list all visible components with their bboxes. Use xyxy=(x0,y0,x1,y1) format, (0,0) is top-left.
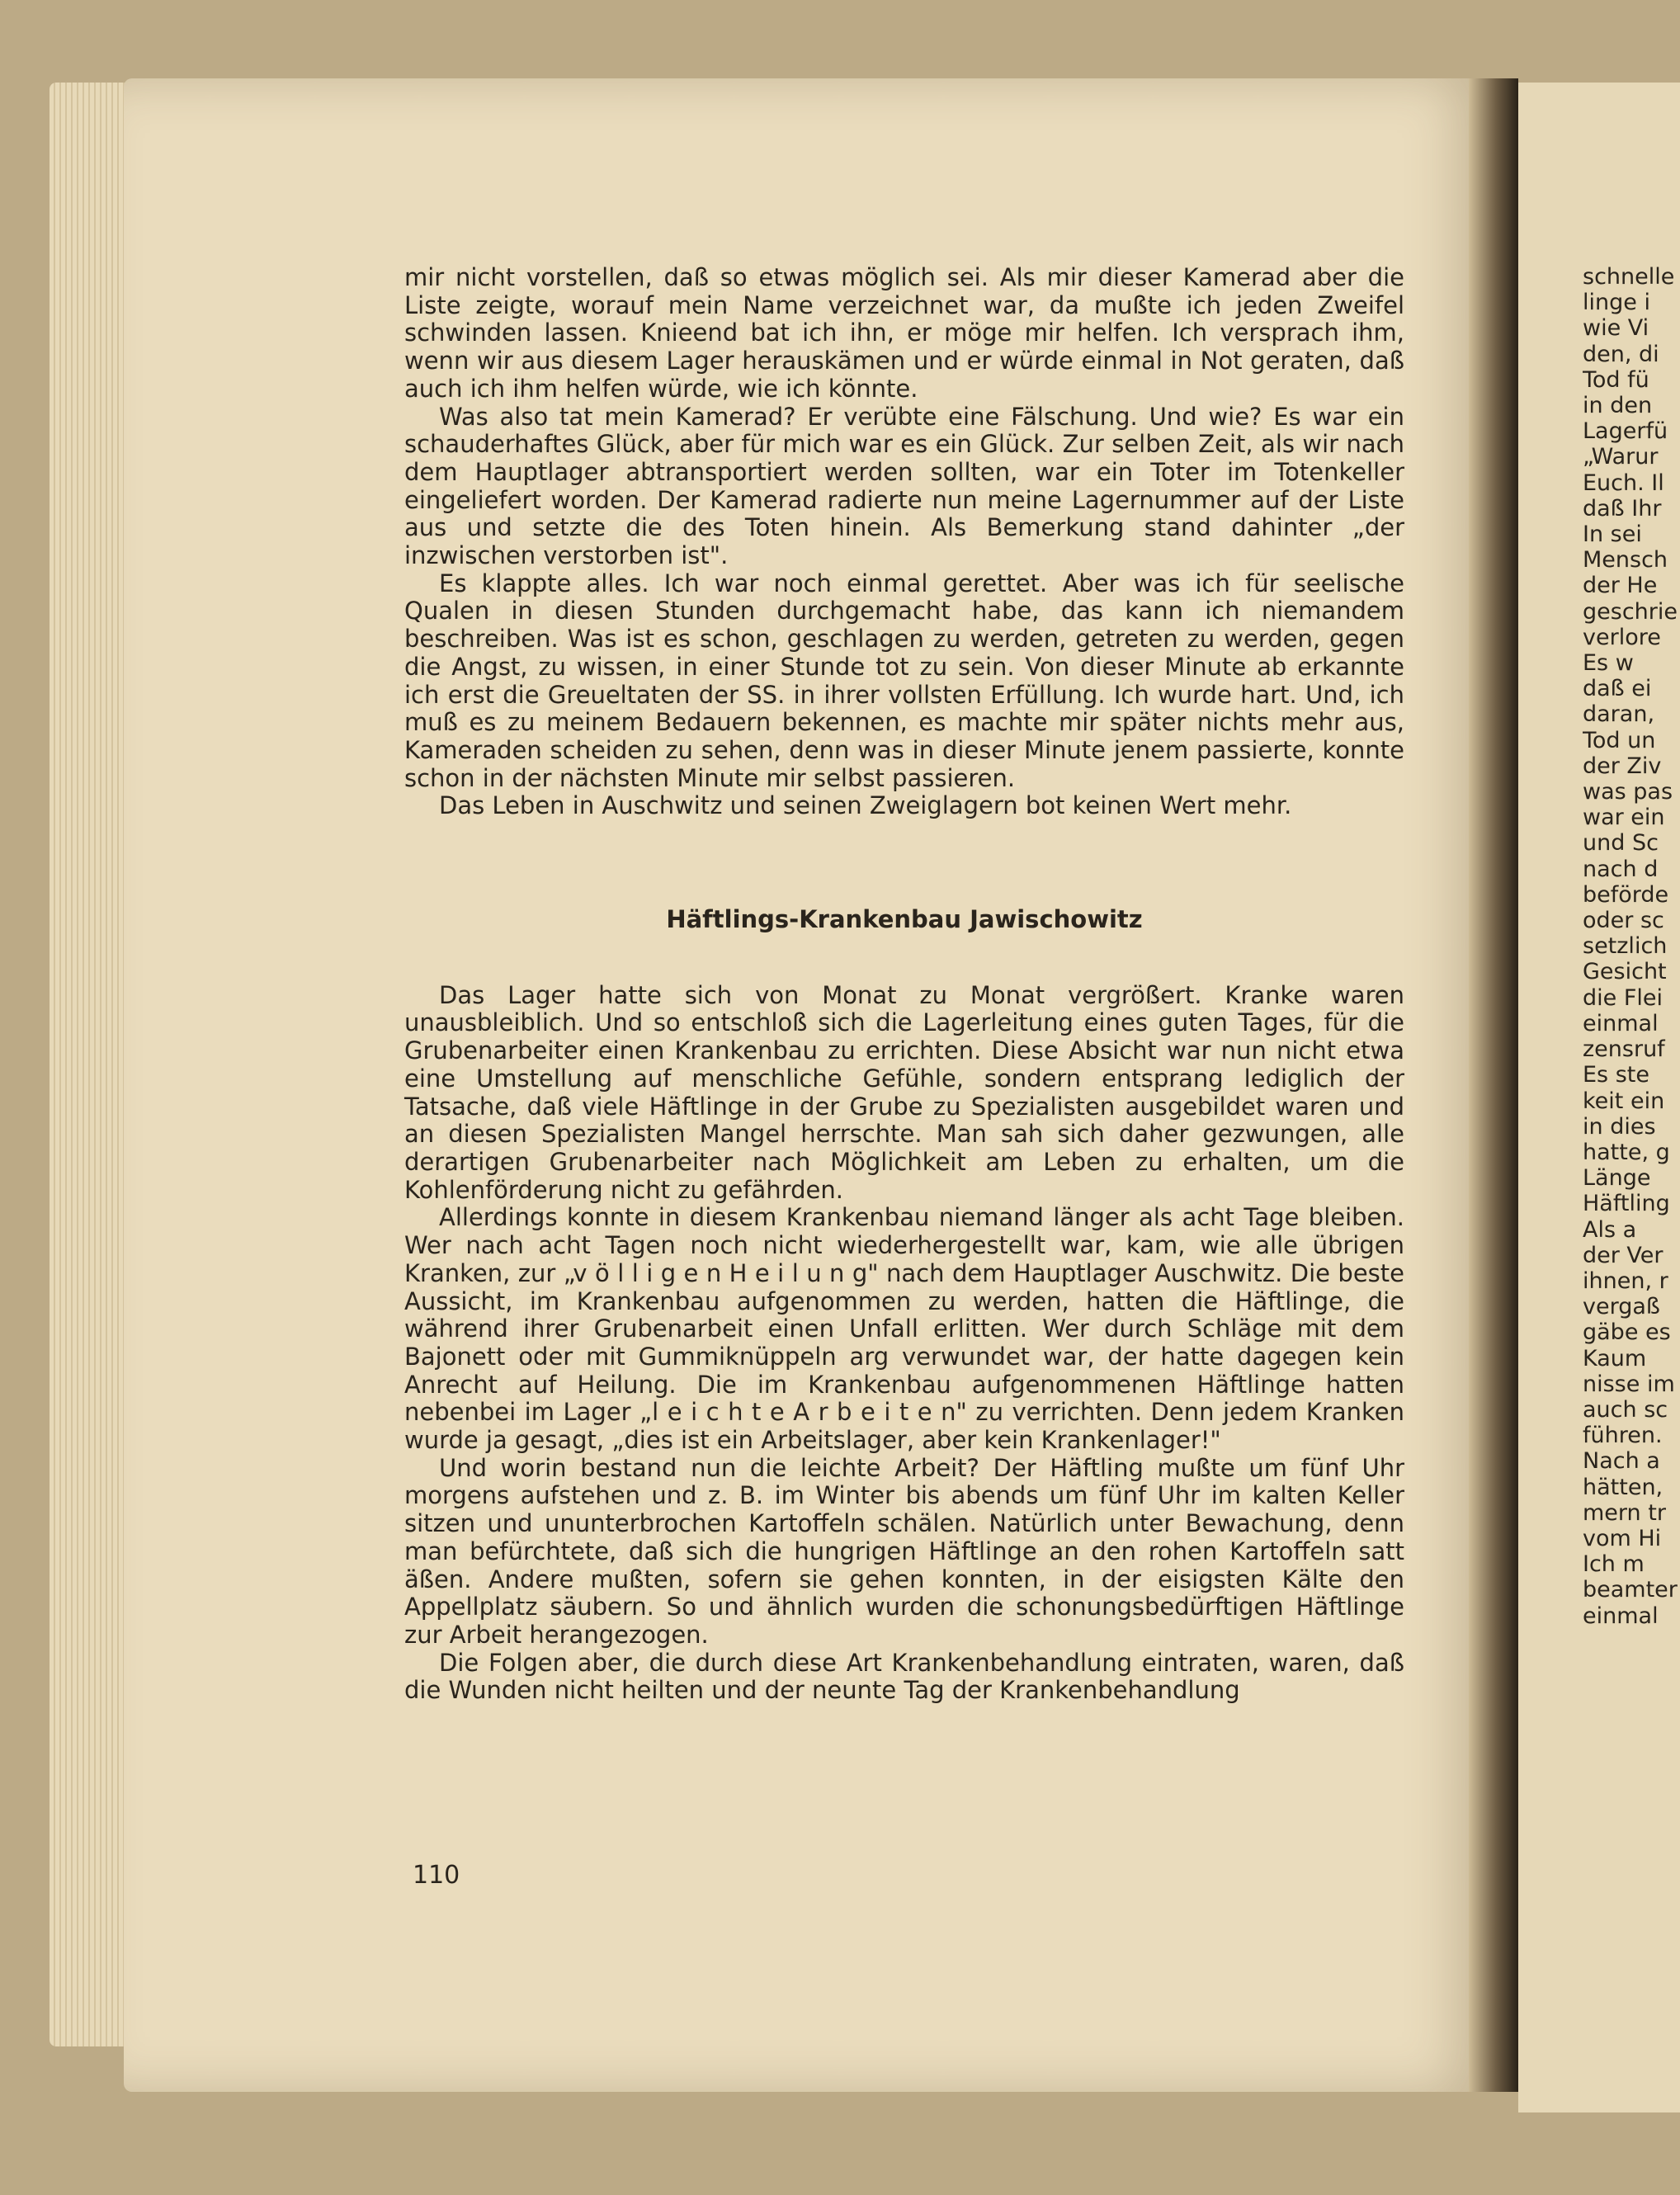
right-page-line: was pas xyxy=(1583,779,1673,805)
paragraph: Und worin bestand nun die leichte Arbeit? Der Häftling mußte um fünf Uhr morgens aufstehen und z. B. im Winter bis abends um fünf Uhr im kalten Keller sitzen und ununterbrochen Kartoffeln schälen. Natürlich unter Bewachung, denn man befürchtete, daß sich die hungrigen Häftlinge an den rohen Kartoffeln satt äßen. Andere mußten, sofern sie gehen konnten, in der eisigsten Kälte den Appellplatz säubern. So und ähnlich wurden die schonungsbedürftigen Häftlinge zur Arbeit herangezogen. xyxy=(404,1453,1404,1649)
right-page-line: Länge xyxy=(1583,1165,1651,1192)
right-page-line: setzlich xyxy=(1583,933,1668,960)
page-number: 110 xyxy=(413,1861,460,1890)
right-page-line: oder sc xyxy=(1583,908,1664,934)
right-page-line: nach d xyxy=(1583,856,1659,882)
right-page-line: geschrie xyxy=(1583,598,1678,625)
right-page-line: Euch. Il xyxy=(1583,470,1664,496)
paragraph: Was also tat mein Kamerad? Er verübte eine Fälschung. Und wie? Es war ein schauderhaftes Glück, aber für mich war es ein Glück. Zur selben Zeit, als wir nach dem Hauptlager abtransportiert werden sollten, war ein Toter im Totenkeller eingeliefert worden. Der Kamerad radierte nun meine Lagernummer auf der Liste aus und setzte die des Toten hinein. Als Bemerkung stand dahinter „der inzwischen verstorben ist". xyxy=(404,402,1404,570)
right-page-line: wie Vi xyxy=(1583,315,1649,342)
right-page-line: gäbe es xyxy=(1583,1319,1671,1346)
right-page-line: Häftling xyxy=(1583,1191,1670,1217)
right-page-line: verlore xyxy=(1583,624,1661,650)
right-page-line: Lagerfü xyxy=(1583,418,1668,445)
right-page-line: einmal xyxy=(1583,1010,1659,1036)
right-page-line: vom Hi xyxy=(1583,1525,1662,1551)
right-page-line: Nach a xyxy=(1583,1448,1660,1475)
section-heading: Häftlings-Krankenbau Jawischowitz xyxy=(666,905,1143,934)
right-page-line: hatte, g xyxy=(1583,1139,1670,1165)
paragraph: Das Leben in Auschwitz und seinen Zweiglagern bot keinen Wert mehr. xyxy=(439,791,1292,820)
paragraph: Es klappte alles. Ich war noch einmal gerettet. Aber was ich für seelische Qualen in diesen Stunden durchgemacht habe, das kann ich niemandem beschreiben. Was ist es schon, geschlagen zu werden, getreten zu werden, gegen die Angst, zu wissen, in einer Stunde tot zu sein. Von dieser Minute ab erkannte ich erst die Greueltaten der SS. in ihrer vollsten Erfüllung. Ich wurde hart. Und, ich muß es zu meinem Bedauern bekennen, es machte mir später nichts mehr aus, Kameraden scheiden zu sehen, denn was in dieser Minute jenem passierte, konnte schon in der nächsten Minute mir selbst passieren. xyxy=(404,569,1404,792)
right-page-line: in dies xyxy=(1583,1113,1656,1140)
right-page-line: Tod fü xyxy=(1583,366,1649,393)
right-page-text xyxy=(1583,264,1680,1914)
right-page-line: der Ver xyxy=(1583,1242,1663,1268)
right-page-line: zensruf xyxy=(1583,1036,1665,1063)
right-page-line: hätten, xyxy=(1583,1474,1663,1500)
paragraph: Allerdings konnte in diesem Krankenbau niemand länger als acht Tage bleiben. Wer nach acht Tagen noch nicht wiederhergestellt war, kam, wie alle übrigen Kranken, zur „v ö l l i g e n H e i l u n g" nach dem Hauptlager Auschwitz. Die beste Aussicht, im Krankenbau aufgenommen zu werden, hatten die Häftlinge, die während ihrer Grubenarbeit einen Unfall erlitten. Wer durch Schläge mit dem Bajonett oder mit Gummiknüppeln arg verwundet war, der hatte dagegen kein Anrecht auf Heilung. Die im Krankenbau aufgenommenen Häftlinge hatten nebenbei im Lager „l e i c h t e A r b e i t e n" zu verrichten. Denn jedem Kranken wurde ja gesagt, „dies ist ein Arbeitslager, aber kein Krankenlager!" xyxy=(404,1203,1404,1455)
right-page-line: beförde xyxy=(1583,881,1669,908)
right-page-line: daß Ihr xyxy=(1583,495,1662,522)
right-page-line: war ein xyxy=(1583,805,1665,831)
right-page-line: und Sc xyxy=(1583,830,1659,857)
book-gutter xyxy=(1469,78,1518,2092)
paragraph: mir nicht vorstellen, daß so etwas möglich sei. Als mir dieser Kamerad aber die Liste zeigte, worauf mein Name verzeichnet war, da mußte ich jeden Zweifel schwinden lassen. Knieend bat ich ihn, er möge mir helfen. Ich versprach ihm, wenn wir aus diesem Lager herauskämen und er würde einmal in Not geraten, daß auch ich ihm helfen würde, wie ich könnte. xyxy=(404,263,1404,403)
right-page-line: nisse im xyxy=(1583,1371,1675,1397)
right-page-line: beamter xyxy=(1583,1577,1678,1603)
right-page-line: Ich m xyxy=(1583,1551,1645,1578)
right-page-line: daran, xyxy=(1583,701,1655,728)
right-page-line: daß ei xyxy=(1583,676,1652,702)
right-page-line: mern tr xyxy=(1583,1499,1666,1526)
right-page-line: In sei xyxy=(1583,522,1642,548)
right-page-line: Gesicht xyxy=(1583,959,1667,985)
right-page-line: der He xyxy=(1583,573,1658,599)
right-page-line: ihnen, r xyxy=(1583,1267,1668,1294)
right-page-line: Es w xyxy=(1583,650,1634,677)
right-page-line: den, di xyxy=(1583,341,1659,367)
right-page-line: der Ziv xyxy=(1583,753,1662,779)
paragraph: Die Folgen aber, die durch diese Art Krankenbehandlung eintraten, waren, daß die Wunden nicht heilten und der neunte Tag der Krankenbehandlung xyxy=(404,1648,1404,1705)
right-page-line: die Flei xyxy=(1583,984,1663,1011)
paragraph: Das Lager hatte sich von Monat zu Monat vergrößert. Kranke waren unausbleiblich. Und so entschloß sich die Lagerleitung eines guten Tages, für die Grubenarbeiter einen Krankenbau zu errichten. Diese Absicht war nun nicht etwa eine Umstellung auf menschliche Gefühle, sondern entsprang lediglich der Tatsache, daß viele Häftlinge in der Grube zu Spezialisten ausgebildet waren und an diesen Spezialisten Mangel herrschte. Man sah sich daher gezwungen, alle derartigen Grubenarbeiter nach Möglichkeit am Leben zu erhalten, um die Kohlenförderung nicht zu gefährden. xyxy=(404,980,1404,1204)
right-page-line: Es ste xyxy=(1583,1062,1649,1088)
right-page-line: führen. xyxy=(1583,1423,1663,1449)
right-page-line: Mensch xyxy=(1583,547,1668,574)
right-page-line: schnelle xyxy=(1583,264,1675,290)
right-page-line: Tod un xyxy=(1583,727,1656,753)
right-page-line: in den xyxy=(1583,393,1653,419)
right-page-line: linge i xyxy=(1583,290,1650,316)
right-page-line: Kaum xyxy=(1583,1345,1647,1371)
right-page-line: vergaß xyxy=(1583,1294,1660,1320)
left-page-text xyxy=(404,264,1404,1705)
right-page-line: keit ein xyxy=(1583,1088,1665,1114)
right-page-line: einmal xyxy=(1583,1603,1659,1629)
right-page-line: Als a xyxy=(1583,1216,1637,1243)
right-page-line: „Warur xyxy=(1583,444,1659,470)
right-page-line: auch sc xyxy=(1583,1396,1668,1423)
